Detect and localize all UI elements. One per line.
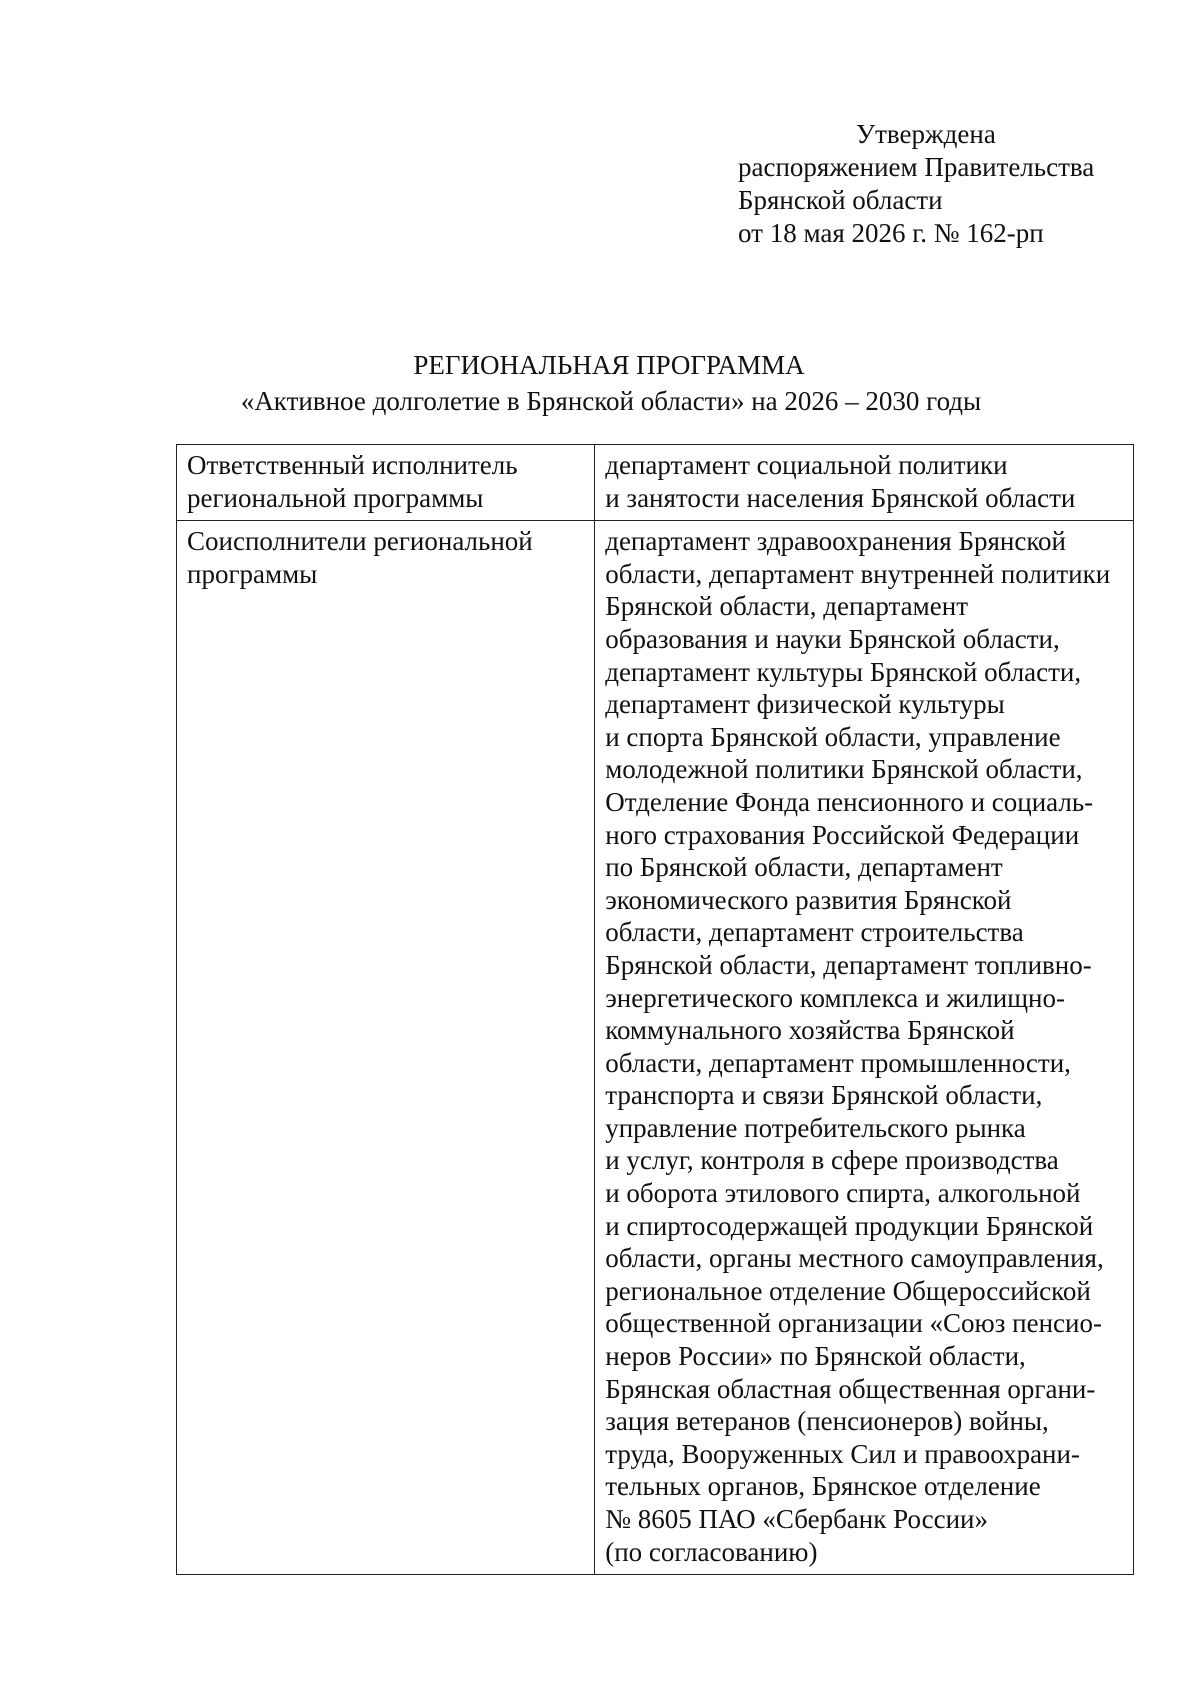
- row-value-line: неров России» по Брянской области,: [605, 1341, 1026, 1372]
- row-value-line: департамент здравоохранения Брянской: [605, 526, 1067, 557]
- row-value-line: Брянской области, департамент: [605, 591, 968, 622]
- row-value-line: экономического развития Брянской: [605, 884, 1012, 915]
- row-label-line: Ответственный исполнитель: [187, 450, 518, 480]
- row-value-cell: [595, 445, 1134, 521]
- row-value-line: и спиртосодержащей продукции Брянской: [605, 1210, 1094, 1241]
- document-title-block: [0, 347, 1200, 419]
- row-label-line: региональной программы: [187, 482, 484, 513]
- row-label-line: программы: [187, 558, 318, 589]
- row-value-line: департамент физической культуры: [605, 689, 1005, 720]
- row-label-cell: [177, 445, 595, 521]
- row-value-line: молодежной политики Брянской области,: [605, 754, 1083, 785]
- row-value-line: Отделение Фонда пенсионного и социаль-: [605, 786, 1094, 817]
- row-label-cell: [177, 521, 595, 1575]
- row-value-line: коммунального хозяйства Брянской: [605, 1015, 1015, 1046]
- row-value-line: тельных органов, Брянское отделение: [605, 1471, 1041, 1502]
- row-value-line: департамент социальной политики: [605, 450, 1008, 480]
- row-value-line: энергетического комплекса и жилищно-: [605, 982, 1065, 1013]
- row-value-line: региональное отделение Общероссийской: [605, 1275, 1091, 1306]
- row-value-line: области, департамент строительства: [605, 917, 1024, 948]
- table-row: [177, 521, 1134, 1575]
- table-body: [177, 445, 1134, 1575]
- row-value-line: области, органы местного самоуправления,: [605, 1243, 1104, 1274]
- row-value-line: департамент культуры Брянской области,: [605, 656, 1082, 687]
- row-value-cell: [595, 521, 1134, 1575]
- row-value-line: Брянской области, департамент топливно-: [605, 949, 1092, 980]
- row-value-line: общественной организации «Союз пенсио-: [605, 1308, 1102, 1339]
- approval-line: Утверждена: [856, 119, 996, 149]
- row-value-line: № 8605 ПАО «Сбербанк России»: [605, 1504, 988, 1534]
- row-value-line: образования и науки Брянской области,: [605, 623, 1060, 654]
- row-value-line: (по согласованию): [605, 1536, 818, 1567]
- row-value-line: области, департамент промышленности,: [605, 1047, 1071, 1078]
- document-heading: РЕГИОНАЛЬНАЯ ПРОГРАММА: [413, 350, 805, 380]
- approval-line: Брянской области: [738, 185, 943, 215]
- document-subtitle: «Активное долголетие в Брянской области» на 2026 – 2030 годы: [240, 386, 982, 416]
- program-passport-table: [176, 444, 1134, 1575]
- row-value-line: и спорта Брянской области, управление: [605, 721, 1061, 752]
- row-value-line: управление потребительского рынка: [605, 1112, 1026, 1143]
- row-value-line: ного страхования Российской Федерации: [605, 819, 1080, 850]
- row-label-line: Соисполнители региональной: [187, 526, 533, 557]
- row-value-line: труда, Вооруженных Сил и правоохрани-: [605, 1438, 1080, 1469]
- row-value-line: Брянская областная общественная органи-: [605, 1373, 1096, 1404]
- row-value-line: и занятости населения Брянской области: [605, 482, 1076, 513]
- row-value-line: транспорта и связи Брянской области,: [605, 1080, 1043, 1111]
- approval-line: от 18 мая 2026 г. № 162-рп: [738, 218, 1044, 248]
- row-value-line: и оборота этилового спирта, алкогольной: [605, 1178, 1081, 1209]
- table-row: [177, 445, 1134, 521]
- approval-line: распоряжением Правительства: [738, 152, 1095, 182]
- row-value-line: по Брянской области, департамент: [605, 852, 1003, 883]
- row-value-line: области, департамент внутренней политики: [605, 558, 1111, 589]
- approval-stamp: [738, 118, 1158, 250]
- row-value-line: и услуг, контроля в сфере производства: [605, 1145, 1059, 1176]
- row-value-line: зация ветеранов (пенсионеров) войны,: [605, 1406, 1049, 1437]
